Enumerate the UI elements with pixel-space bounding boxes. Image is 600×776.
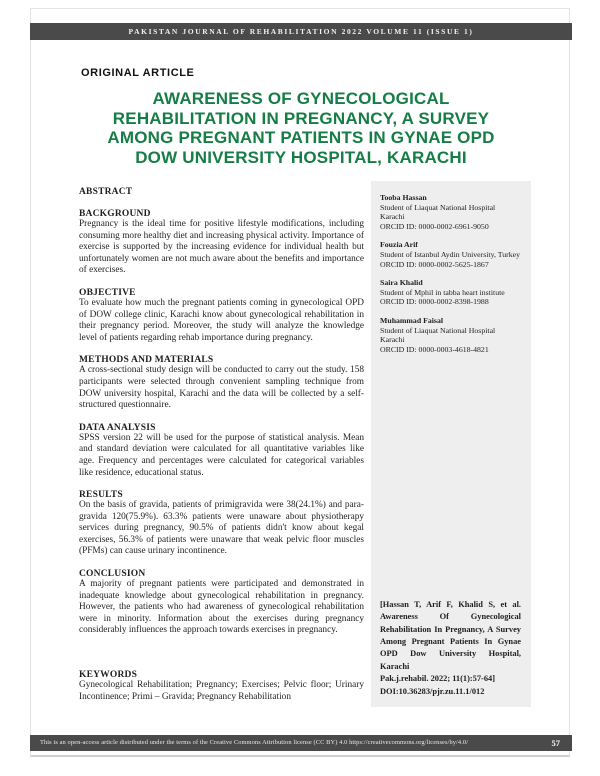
journal-header-text: PAKISTAN JOURNAL OF REHABILITATION 2022 VOLUME 11 (ISSUE 1): [128, 27, 474, 36]
citation-journal-ref: Pak.j.rehabil. 2022; 11(1):57-64]: [380, 674, 495, 684]
section-text: On the basis of gravida, patients of primigravida were 38(24.1%) and para-gravida 120(75.9%). 63.3% patients were unaware about physiotherapy services during pregnancy, 90.5% of patients didn't know about kegal exercises, 56.3% of patients were unaware that weak pelvic floor muscles (PFMs) can cause urinary incontinence.: [79, 500, 364, 557]
section-text: Pregnancy is the ideal time for positive lifestyle modifications, including consuming more healthy diet and increasing physical activity. Importance of exercise is supported by the increasing evidence for individual health but unfortunately women are not much aware about the benefits and importance of exercises.: [79, 219, 364, 276]
article-title: AWARENESS OF GYNECOLOGICAL REHABILITATION IN PREGNANCY, A SURVEY AMONG PREGNANT PATIENTS IN GYNAE OPD DOW UNIVERSITY HOSPITAL, KARACHI: [107, 89, 495, 167]
citation-text: [Hassan T, Arif F, Khalid S, et al. Awareness Of Gynecological Rehabilitation In Pregnancy, A Survey Among Pregnant Patients In Gynae OPD Dow University Hospital, Karachi: [380, 599, 521, 671]
author-block: [380, 316, 521, 354]
author-block: [380, 240, 521, 269]
section-results: [79, 490, 364, 558]
citation-block: [380, 599, 521, 698]
section-heading: RESULTS: [79, 490, 123, 501]
author-name: Saira Khalid: [380, 278, 423, 288]
author-affiliation: Student of Mphil in tabba heart institute: [380, 287, 505, 297]
author-affiliation: Student of Istanbul Aydin University, Turkey: [380, 249, 520, 259]
section-background: [79, 209, 364, 277]
author-orcid: ORCID ID: 0000-0002-5625-1867: [380, 259, 489, 269]
section-methods: [79, 355, 364, 411]
journal-header-bar: [30, 23, 572, 40]
section-heading: OBJECTIVE: [79, 287, 136, 298]
author-name: Fouzia Arif: [380, 240, 418, 250]
section-text: A majority of pregnant patients were participated and demonstrated in inadequate knowledge about gynecological rehabilitation in pregnancy. However, the patients who had awareness of gynecological rehabilitation were in minority. Information about the exercises during pregnancy considerably influences the approach towards exercises in pregnancy.: [79, 579, 364, 636]
author-name: Tooba Hassan: [380, 193, 427, 202]
author-affiliation: Student of Liaquat National Hospital Karachi: [380, 325, 496, 345]
author-affiliation: Student of Liaquat National Hospital Karachi: [380, 202, 496, 222]
author-block: [380, 278, 521, 307]
section-objective: [79, 288, 364, 344]
footer-bar: [30, 735, 572, 751]
section-keywords: [79, 670, 364, 703]
section-text: A cross-sectional study design will be conducted to carry out the study. 158 participants were selected through convenient sampling technique from DOW university hospital, Karachi and the data will be collected by a self-structured questionnaire.: [79, 365, 364, 411]
abstract-heading: ABSTRACT: [79, 187, 133, 197]
section-text: SPSS version 22 will be used for the purpose of statistical analysis. Mean and standard deviation were calculated for all quantitative variables like age. Frequency and percentages were calculated for categorical variables like residence, educational status.: [79, 432, 364, 478]
abstract-column: [79, 187, 364, 714]
section-heading: DATA ANALYSIS: [79, 422, 156, 433]
author-orcid: ORCID ID: 0000-0002-8398-1988: [380, 297, 489, 307]
keywords-text: Gynecological Rehabilitation; Pregnancy; Exercises; Pelvic floor; Urinary Incontinence; Primi – Gravida; Pregnancy Rehabilitation: [79, 680, 364, 702]
paper-page: [30, 8, 570, 757]
keywords-heading: KEYWORDS: [79, 670, 138, 681]
author-info-panel: [371, 181, 531, 707]
article-type-label: ORIGINAL ARTICLE: [81, 67, 195, 79]
section-heading: BACKGROUND: [79, 209, 151, 219]
page-number: 57: [551, 738, 560, 748]
section-text: To evaluate how much the pregnant patients coming in gynecological OPD of DOW college clinic, Karachi know about gynecological rehabilitation in their pregnancy period. Moreover, the study will analyze the knowledge level of patients regarding rehab importance during pregnancy.: [79, 297, 364, 343]
section-heading: METHODS AND MATERIALS: [79, 355, 214, 366]
citation-doi: DOI:10.36283/pjr.zu.11.1/012: [380, 686, 485, 696]
author-name: Muhammad Faisal: [380, 315, 444, 325]
author-block: [380, 193, 521, 231]
section-data-analysis: [79, 423, 364, 479]
section-heading: CONCLUSION: [79, 569, 146, 580]
author-orcid: ORCID ID: 0000-0002-6961-9050: [380, 221, 489, 231]
author-orcid: ORCID ID: 0000-0003-4618-4821: [380, 344, 489, 354]
license-text: This is an open-access article distributed under the terms of the Creative Commons Attribution license (CC BY) 4.0 https://creativecommons.org/licenses/by/4.0/: [40, 739, 469, 746]
section-conclusion: [79, 569, 364, 637]
